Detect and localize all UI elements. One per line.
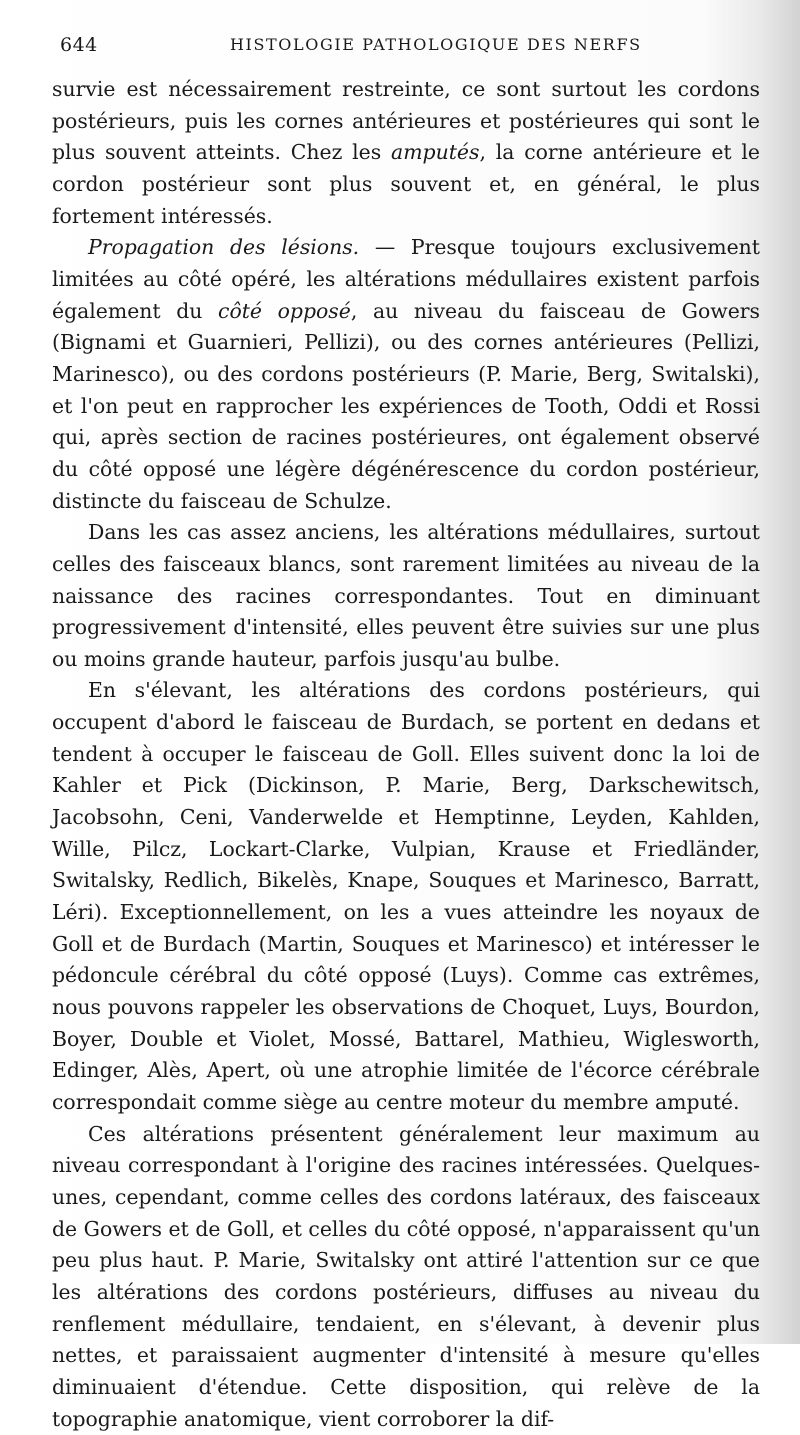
body-text bbox=[52, 74, 760, 1435]
paragraph-1-text: survie est nécessairement restreinte, ce sont surtout les cordons postérieurs, puis les cornes antérieures et postérieures qui sont le plus souvent atteints. Chez les bbox=[52, 77, 760, 165]
paragraph-3 bbox=[52, 517, 760, 675]
paragraph-5 bbox=[52, 1119, 760, 1435]
paragraph-2-text: — Presque toujours exclusivement limitées au côté opéré, les altérations médullaires existent parfois également du bbox=[52, 235, 760, 323]
page-number: 644 bbox=[60, 34, 98, 56]
paragraph-2-emphasis: côté opposé bbox=[218, 298, 351, 323]
paragraph-1-text-end: , la corne antérieure et le cordon postérieur sont plus souvent et, en général, le plus fortement intéressés. bbox=[52, 140, 760, 228]
paragraph-3-text: Dans les cas assez anciens, les altérations médullaires, surtout celles des faisceaux blancs, sont rarement limitées au niveau de la naissance des racines correspondantes. Tout en diminuant progressivement d'intensité, elles peuvent être suivies sur une plus ou moins grande hauteur, parfois jusqu'au bulbe. bbox=[52, 520, 760, 671]
paragraph-5-text: Ces altérations présentent généralement leur maximum au niveau correspondant à l'origine des racines intéressées. Quelques-unes, cependant, comme celles des cordons latéraux, des faisceaux de Gowers et de Goll, et celles du côté opposé, n'apparaissent qu'un peu plus haut. P. Marie, Switalsky ont attiré l'attention sur ce que les altérations des cordons postérieurs, diffuses au niveau du renflement médullaire, tendaient, en s'élevant, à devenir plus nettes, et paraissaient augmenter d'intensité à mesure qu'elles diminuaient d'étendue. Cette disposition, qui relève de la topographie anatomique, vient corroborer la dif- bbox=[52, 1121, 760, 1431]
paragraph-4 bbox=[52, 675, 760, 1118]
paragraph-4-text: En s'élevant, les altérations des cordons postérieurs, qui occupent d'abord le faisceau de Burdach, se portent en dedans et tendent à occuper le faisceau de Goll. Elles suivent donc la loi de Kahler et Pick (Dickinson, P. Marie, Berg, Darkschewitsch, Jacobsohn, Ceni, Vanderwelde et Hemptinne, Leyden, Kahlden, Wille, Pilcz, Lockart-Clarke, Vulpian, Krause et Friedländer, Switalsky, Redlich, Bikelès, Knape, Souques et Marinesco, Barratt, Léri). Exceptionnellement, on les a vues atteindre les noyaux de Goll et de Burdach (Martin, Souques et Marinesco) et intéresser le pédoncule cérébral du côté opposé (Luys). Comme cas extrêmes, nous pouvons rappeler les observations de Choquet, Luys, Bourdon, Boyer, Double et Violet, Mossé, Battarel, Mathieu, Wiglesworth, Edinger, Alès, Apert, où une atrophie limitée de l'écorce cérébrale correspondait comme siège au centre moteur du membre amputé. bbox=[52, 678, 760, 1114]
paragraph-2 bbox=[52, 232, 760, 517]
running-title: HISTOLOGIE PATHOLOGIQUE DES NERFS bbox=[230, 35, 642, 54]
paragraph-1 bbox=[52, 74, 760, 232]
paragraph-1-emphasis: amputés bbox=[391, 140, 480, 165]
paragraph-2-text-end: , au niveau du faisceau de Gowers (Bignami et Guarnieri, Pellizi), ou des cornes antérieures (Pellizi, Marinesco), ou des cordons postérieurs (P. Marie, Berg, Switalski), et l'on peut en rapprocher les expériences de Tooth, Oddi et Rossi qui, après section de racines postérieures, ont également observé du côté opposé une légère dégénérescence du cordon postérieur, distincte du faisceau de Schulze. bbox=[52, 298, 760, 513]
page-header bbox=[60, 34, 760, 60]
section-heading: Propagation des lésions. bbox=[88, 235, 360, 260]
